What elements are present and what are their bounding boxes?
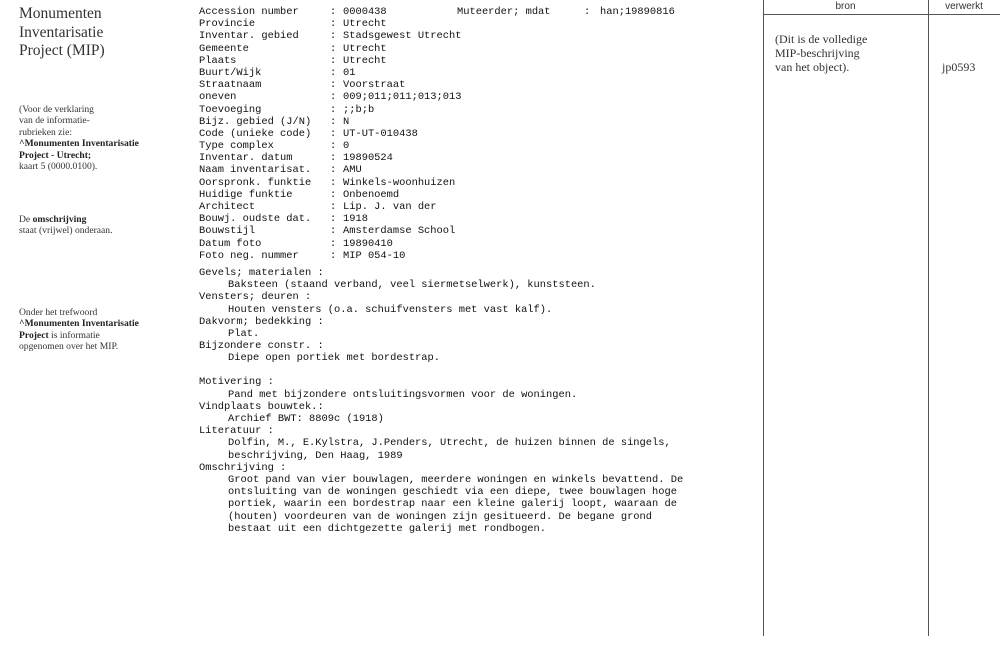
title-line: Monumenten	[19, 5, 102, 22]
field-sep: :	[330, 152, 337, 165]
section-text: beschrijving, Den Haag, 1989	[228, 449, 403, 462]
bron-line: van het object).	[775, 60, 850, 74]
note-text: is informatie	[48, 329, 100, 341]
field-key: Plaats	[199, 54, 237, 67]
field-key: Oorspronk. funktie	[199, 176, 312, 189]
section-text: ontsluiting van de woningen geschiedt via een diepe, twee bouwlagen hoge	[228, 486, 677, 499]
note-line: opgenomen over het MIP.	[19, 341, 119, 353]
field-key: Bijz. gebied (J/N)	[199, 115, 312, 128]
section-text: bestaat uit een dichtgezette galerij met rondbogen.	[228, 522, 547, 535]
field-sep: :	[330, 42, 337, 55]
field-sep: :	[330, 249, 337, 262]
field-sep: :	[330, 66, 337, 79]
field-key: Huidige funktie	[199, 188, 293, 201]
section-text: Baksteen (staand verband, veel siermetselwerk), kunststeen.	[228, 279, 596, 292]
field-value: Lip. J. van der	[343, 201, 437, 213]
bron-note	[775, 32, 867, 74]
record-field	[199, 177, 683, 189]
record-sections-description	[199, 376, 683, 534]
section-heading: Bijzondere constr. :	[199, 340, 324, 353]
field-sep: :	[330, 213, 337, 226]
record-field	[199, 30, 683, 42]
note-bold: omschrijving	[32, 214, 87, 225]
field-sep: :	[330, 30, 337, 43]
record-field	[199, 250, 683, 262]
bron-header: bron	[835, 1, 856, 12]
note-bold: ^Monumenten Inventarisatie	[19, 318, 139, 330]
section-text: Diepe open portiek met bordestrap.	[228, 352, 441, 365]
field-key: Toevoeging	[199, 103, 262, 116]
record-field	[199, 79, 683, 91]
field-value: Utrecht	[343, 42, 387, 55]
record-field	[199, 43, 683, 55]
field-value: Onbenoemd	[343, 188, 400, 201]
field-key: Foto neg. nummer	[199, 249, 299, 262]
record-fields	[199, 6, 683, 262]
explanation-note	[19, 104, 139, 172]
field-value: N	[343, 115, 350, 128]
note-line: rubrieken zie:	[19, 126, 73, 138]
record-field	[199, 213, 683, 225]
field-value: Amsterdamse School	[343, 225, 456, 238]
field-sep: :	[330, 201, 337, 213]
note-bold: Project - Utrecht;	[19, 149, 92, 161]
field-key: Bouwj. oudste dat.	[199, 213, 312, 226]
keyword-note	[19, 307, 139, 353]
section-text: portiek, waarin een bordestrap naar een kleine galerij loopt, waaraan de	[228, 498, 677, 511]
field-key: Accession number	[199, 6, 299, 18]
bron-line: MIP-beschrijving	[775, 46, 860, 60]
section-text: Plat.	[228, 327, 260, 340]
field-key: Gemeente	[199, 42, 249, 55]
field-value: 0000438	[343, 6, 387, 18]
field-value: Utrecht	[343, 18, 387, 31]
record-field	[199, 189, 683, 201]
record-field	[199, 238, 683, 250]
field-value: ;;b;b	[343, 103, 375, 116]
record-field	[199, 128, 683, 140]
note-line: (Voor de verklaring	[19, 104, 94, 115]
field-sep: :	[330, 18, 337, 31]
record-sections-construction	[199, 267, 683, 365]
section-heading: Motivering :	[199, 376, 274, 389]
section-heading: Omschrijving :	[199, 461, 287, 474]
section-text: Archief BWT: 8809c (1918)	[228, 413, 384, 425]
record-field	[199, 18, 683, 30]
column-divider	[928, 0, 929, 636]
field-key: Straatnaam	[199, 79, 262, 92]
field-value: AMU	[343, 164, 362, 177]
field-sep: :	[330, 176, 337, 189]
field-sep: :	[330, 164, 337, 177]
section-heading: Vensters; deuren :	[199, 291, 312, 304]
field-value: Voorstraat	[343, 79, 406, 92]
field-key: Inventar. datum	[199, 152, 293, 165]
field-key: Type complex	[199, 140, 274, 153]
description-note	[19, 214, 113, 237]
field-sep: :	[330, 188, 337, 201]
header-rule	[763, 14, 1000, 15]
mutation-value: han;19890816	[600, 6, 675, 18]
field-value: UT-UT-010438	[343, 127, 418, 140]
record-field	[199, 140, 683, 152]
field-sep: :	[330, 225, 337, 238]
record-field	[199, 67, 683, 79]
collection-title	[19, 5, 105, 61]
field-key: Datum foto	[199, 237, 262, 250]
record-field	[199, 91, 683, 103]
section-text: Pand met bijzondere ontsluitingsvormen voor de woningen.	[228, 388, 578, 401]
field-sep: :	[584, 6, 591, 18]
note-line: Onder het trefwoord	[19, 307, 98, 318]
record-field	[199, 116, 683, 128]
field-sep: :	[330, 6, 337, 18]
section-heading: Gevels; materialen :	[199, 266, 324, 279]
verwerkt-header: verwerkt	[945, 1, 983, 12]
field-value: Winkels-woonhuizen	[343, 176, 456, 189]
note-line: staat (vrijwel) onderaan.	[19, 225, 113, 237]
section-heading: Dakvorm; bedekking :	[199, 315, 324, 328]
field-value: Stadsgewest Utrecht	[343, 30, 462, 43]
field-sep: :	[330, 103, 337, 116]
record-field	[199, 6, 683, 18]
field-sep: :	[330, 115, 337, 128]
field-key: Naam inventarisat.	[199, 164, 312, 177]
field-sep: :	[330, 127, 337, 140]
field-sep: :	[330, 237, 337, 250]
field-value: 0	[343, 140, 350, 153]
note-line: van de informatie-	[19, 115, 90, 127]
field-key: Bouwstijl	[199, 225, 256, 238]
column-divider	[763, 0, 764, 636]
section-heading: Vindplaats bouwtek.:	[199, 400, 324, 413]
record-field	[199, 152, 683, 164]
section-text: Houten vensters (o.a. schuifvensters met vast kalf).	[228, 303, 553, 316]
field-key: Buurt/Wijk	[199, 66, 262, 79]
field-value: Utrecht	[343, 54, 387, 67]
note-bold: Project	[19, 329, 49, 341]
section-heading: Literatuur :	[199, 425, 274, 438]
title-line: Inventarisatie	[19, 23, 104, 41]
field-sep: :	[330, 79, 337, 92]
title-line: Project (MIP)	[19, 42, 105, 59]
section-text: (houten) voordeuren van de woningen zijn gesitueerd. De begane grond	[228, 510, 653, 523]
field-sep: :	[330, 91, 337, 104]
verwerkt-code: jp0593	[942, 60, 976, 74]
mutation-key: Muteerder; mdat	[457, 6, 551, 18]
field-key: Inventar. gebied	[199, 30, 299, 43]
field-key: Code (unieke code)	[199, 127, 312, 140]
record-field	[199, 104, 683, 116]
field-sep: :	[330, 140, 337, 153]
field-key: oneven	[199, 91, 237, 104]
note-line: kaart 5 (0000.0100).	[19, 161, 98, 173]
field-value: 01	[343, 66, 356, 79]
record-field	[199, 55, 683, 67]
field-value: 19890410	[343, 237, 393, 250]
mip-record	[199, 6, 683, 535]
field-value: MIP 054-10	[343, 249, 406, 262]
field-sep: :	[330, 54, 337, 67]
field-value: 009;011;011;013;013	[343, 91, 462, 104]
record-field	[199, 164, 683, 176]
field-key: Provincie	[199, 18, 256, 31]
record-field	[199, 225, 683, 237]
field-value: 19890524	[343, 152, 393, 165]
note-text: De	[19, 214, 33, 225]
bron-line: (Dit is de volledige	[775, 32, 868, 46]
section-text: Dolfin, M., E.Kylstra, J.Penders, Utrecht, de huizen binnen de singels,	[228, 437, 671, 450]
section-text: Groot pand van vier bouwlagen, meerdere woningen en winkels bevattend. De	[228, 473, 684, 486]
note-bold: ^Monumenten Inventarisatie	[19, 138, 139, 150]
record-field	[199, 201, 683, 213]
field-value: 1918	[343, 213, 368, 226]
field-key: Architect	[199, 201, 256, 213]
